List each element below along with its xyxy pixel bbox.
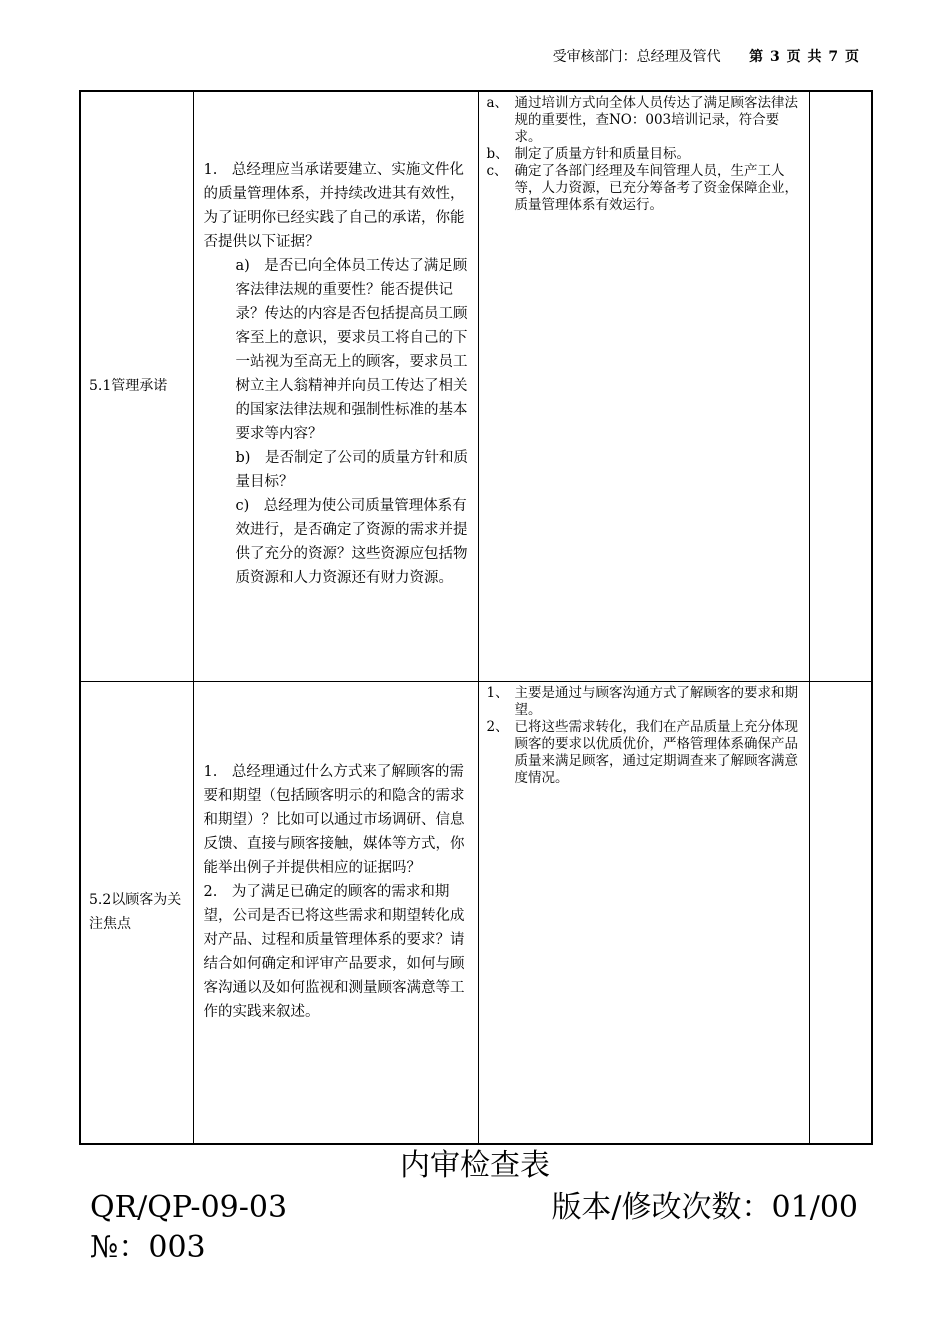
evidence-text: 主要是通过与顾客沟通方式了解顾客的要求和期望。 <box>514 684 798 718</box>
form-code: QR/QP-09-03 <box>90 1190 288 1225</box>
question-sub-c: c) 总经理为使公司质量管理体系有效进行，是否确定了资源的需求并提供了充分的资源？这些资源应包括物质资源和人力资源还有财力资源。 <box>235 498 468 587</box>
question-sub-b: b) 是否制定了公司的质量方针和质量目标？ <box>235 450 468 491</box>
evidence-text: 确定了各部门经理及车间管理人员，生产工人等，人力资源，已充分筹备考了资金保障企业，质量管理体系有效运行。 <box>514 163 798 213</box>
remarks-cell <box>809 91 872 681</box>
evidence-item <box>487 95 801 146</box>
clause-cell: 5.2以顾客为关注焦点 <box>80 681 193 1144</box>
form-title: 内审检查表 <box>400 1148 550 1183</box>
evidence-item <box>487 685 801 719</box>
evidence-item <box>487 146 801 163</box>
form-number: №：003 <box>90 1230 206 1265</box>
table-row <box>80 681 872 1144</box>
evidence-text: 通过培训方式向全体人员传达了满足顾客法律法规的重要性，查NO：003培训记录，符合要求。 <box>514 95 798 145</box>
clause-cell: 5.1管理承诺 <box>80 91 193 681</box>
evidence-item <box>487 163 801 214</box>
evidence-cell <box>478 681 809 1144</box>
question-item-2: 2. 为了满足已确定的顾客的需求和期望，公司是否已将这些需求和期望转化成对产品、过程和质量管理体系的要求？请结合如何确定和评审产品要求，如何与顾客沟通以及如何监视和测量顾客满意等工作的实践来叙述。 <box>203 884 465 1021</box>
evidence-cell <box>478 91 809 681</box>
page-header <box>0 46 860 66</box>
page-number: 第 3 页 共 7 页 <box>749 49 860 65</box>
question-sub-a: a) 是否已向全体员工传达了满足顾客法律法规的重要性？能否提供记录？传达的内容是否包括提高员工顾客至上的意识，要求员工将自己的下一站视为至高无上的顾客，要求员工树立主人翁精神并向员工传达了相关的国家法律法规和强制性标准的基本要求等内容？ <box>235 258 468 443</box>
audit-checklist-table <box>79 90 873 1145</box>
question-cell <box>193 91 478 681</box>
evidence-marker: b、 <box>486 146 509 162</box>
evidence-marker: c、 <box>486 163 508 179</box>
evidence-text: 已将这些需求转化，我们在产品质量上充分体现顾客的要求以优质优价，严格管理体系确保产品质量来满足顾客，通过定期调查来了解顾客满意度情况。 <box>514 718 798 786</box>
evidence-marker: 2、 <box>486 718 509 735</box>
remarks-cell <box>809 681 872 1144</box>
question-cell <box>193 681 478 1144</box>
table-row <box>80 91 872 681</box>
evidence-text: 制定了质量方针和质量目标。 <box>514 146 690 162</box>
form-version: 版本/修改次数：01/00 <box>551 1190 858 1225</box>
evidence-item <box>487 719 801 787</box>
audited-department: 受审核部门：总经理及管代 <box>552 49 721 65</box>
question-main: 1. 总经理应当承诺要建立、实施文件化的质量管理体系，并持续改进其有效性，为了证明你已经实践了自己的承诺，你能否提供以下证据？ <box>203 162 465 251</box>
question-item-1: 1. 总经理通过什么方式来了解顾客的需要和期望（包括顾客明示的和隐含的需求和期望）？比如可以通过市场调研、信息反馈、直接与顾客接触，媒体等方式，你能举出例子并提供相应的证据吗？ <box>203 764 465 877</box>
evidence-marker: 1、 <box>486 684 509 701</box>
evidence-marker: a、 <box>486 95 509 111</box>
